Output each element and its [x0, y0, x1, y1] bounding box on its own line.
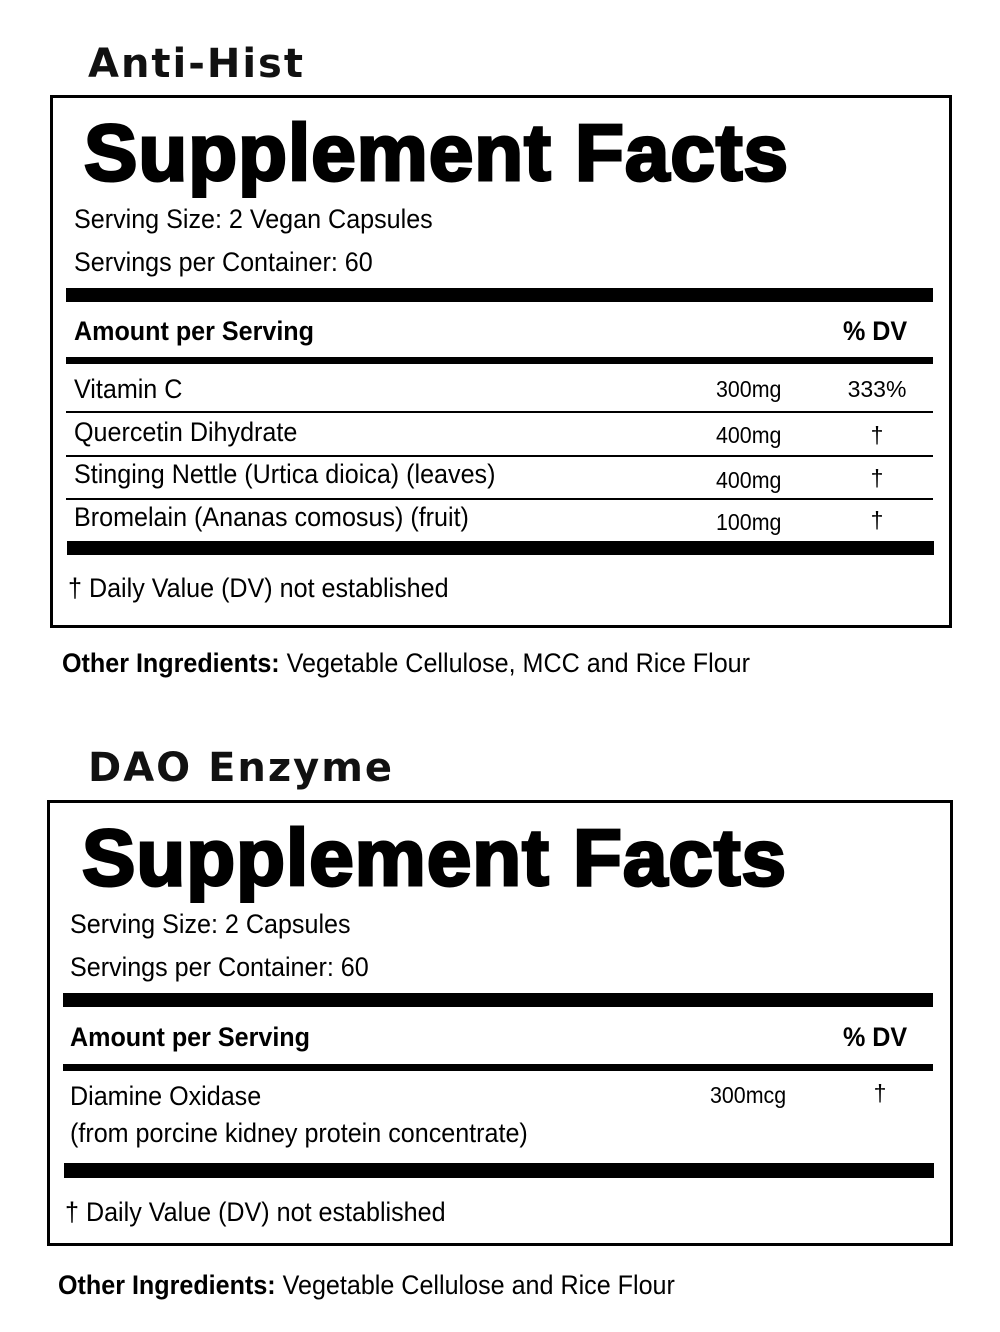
- other-ingredients-label: Other Ingredients:: [62, 648, 280, 678]
- header-amount-per-serving: Amount per Serving: [70, 1022, 310, 1052]
- ingredient-dv: 333%: [847, 376, 907, 402]
- serving-size: Serving Size: 2 Capsules: [70, 909, 351, 939]
- row-divider: [66, 455, 933, 457]
- ingredient-amount: 400mg: [716, 422, 782, 448]
- header-percent-dv: % DV: [843, 316, 908, 346]
- serving-size: Serving Size: 2 Vegan Capsules: [74, 204, 433, 234]
- ingredient-amount: 100mg: [716, 509, 782, 535]
- product-name-anti-hist: Anti-Hist: [88, 41, 305, 87]
- panel-title: Supplement Facts: [82, 813, 788, 902]
- thick-divider: [64, 1163, 934, 1178]
- servings-per-container: Servings per Container: 60: [70, 952, 369, 982]
- other-ingredients: [62, 650, 750, 677]
- row-divider: [66, 498, 933, 500]
- header-divider: [63, 1064, 933, 1071]
- servings-per-container: Servings per Container: 60: [74, 247, 373, 277]
- row-divider: [66, 411, 933, 413]
- header-divider: [66, 357, 933, 364]
- ingredient-dv: †: [873, 1080, 887, 1106]
- other-ingredients-value: Vegetable Cellulose, MCC and Rice Flour: [279, 648, 750, 678]
- other-ingredients-value: Vegetable Cellulose and Rice Flour: [275, 1270, 675, 1300]
- ingredient-dv: †: [870, 422, 884, 448]
- ingredient-source: (from porcine kidney protein concentrate): [70, 1118, 528, 1148]
- ingredient-name: Bromelain (Ananas comosus) (fruit): [74, 502, 469, 532]
- ingredient-name: Vitamin C: [74, 374, 183, 404]
- panel-title: Supplement Facts: [84, 108, 790, 197]
- ingredient-name: Stinging Nettle (Urtica dioica) (leaves): [74, 459, 496, 489]
- product-name-dao-enzyme: DAO Enzyme: [88, 745, 395, 791]
- ingredient-dv: †: [870, 507, 884, 533]
- footnote: † Daily Value (DV) not established: [68, 573, 449, 603]
- ingredient-amount: 300mcg: [710, 1082, 787, 1108]
- other-ingredients: [58, 1272, 675, 1299]
- ingredient-name: Diamine Oxidase: [70, 1081, 262, 1111]
- ingredient-dv: †: [870, 465, 884, 491]
- ingredient-name: Quercetin Dihydrate: [74, 417, 298, 447]
- ingredient-amount: 300mg: [716, 376, 782, 402]
- footnote: † Daily Value (DV) not established: [65, 1197, 446, 1227]
- ingredient-amount: 400mg: [716, 467, 782, 493]
- other-ingredients-label: Other Ingredients:: [58, 1270, 276, 1300]
- thick-divider: [63, 993, 933, 1007]
- thick-divider: [66, 288, 933, 302]
- thick-divider: [67, 541, 934, 555]
- header-percent-dv: % DV: [843, 1022, 908, 1052]
- header-amount-per-serving: Amount per Serving: [74, 316, 314, 346]
